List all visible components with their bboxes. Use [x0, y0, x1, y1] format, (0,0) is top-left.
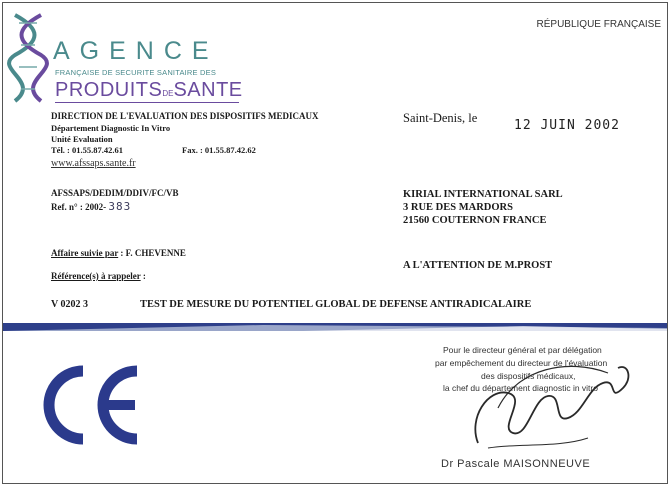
telephone: Tél. : 01.55.87.42.61 — [51, 145, 124, 155]
department: Département Diagnostic In Vitro — [51, 123, 171, 133]
logo-produits: PRODUITS — [55, 79, 163, 101]
affaire-value: : F. CHEVENNE — [120, 248, 186, 258]
document-page — [2, 2, 668, 484]
recipient-city: 21560 COUTERNON FRANCE — [403, 215, 547, 226]
website-link[interactable]: www.afssaps.sante.fr — [51, 158, 136, 169]
reference-rappel — [51, 271, 146, 281]
reference-number-label: Ref. n° : 2002- — [51, 202, 107, 212]
reference-code: AFSSAPS/DEDIM/DDIV/FC/VB — [51, 188, 179, 198]
rappel-label: Référence(s) à rappeler — [51, 271, 141, 281]
rappel-suffix: : — [140, 271, 146, 281]
signer-name — [441, 458, 590, 470]
signature-line-1: Pour le directeur général et par délégation — [443, 345, 602, 355]
reference-number — [51, 200, 131, 213]
subject-code: V 0202 3 — [51, 299, 89, 310]
date-stamp: 12 JUIN 2002 — [514, 118, 620, 133]
recipient-name: KIRIAL INTERNATIONAL SARL — [403, 189, 563, 200]
logo-de: DE — [162, 89, 174, 98]
signature-line-2: par empêchement du directeur de l'évaluation — [435, 358, 608, 368]
unit: Unité Evaluation — [51, 134, 113, 144]
logo-agence: AGENCE — [53, 37, 219, 65]
affaire-suivie — [51, 248, 186, 258]
logo-produits-sante — [55, 79, 243, 102]
divider-band — [3, 323, 668, 331]
handwritten-signature — [458, 348, 638, 458]
logo-sante: SANTE — [173, 79, 243, 101]
recipient-street: 3 RUE DES MARDORS — [403, 202, 513, 213]
recipient-attention: A L'ATTENTION DE M.PROST — [403, 260, 553, 271]
subject-title: TEST DE MESURE DU POTENTIEL GLOBAL DE DEFENSE ANTIRADICALAIRE — [140, 299, 532, 310]
reference-number-handwritten: 383 — [108, 200, 132, 213]
dna-helix-icon — [7, 11, 49, 106]
signer-title: Dr — [441, 458, 454, 470]
ce-mark-icon — [37, 363, 145, 447]
signer-fullname: Pascale MAISONNEUVE — [457, 458, 591, 470]
direction-title: DIRECTION DE L'EVALUATION DES DISPOSITIFS MEDICAUX — [51, 111, 319, 121]
affaire-label: Affaire suivie par — [51, 248, 119, 258]
signature-line-4: la chef du département diagnostic in vitro — [443, 383, 598, 393]
republique-francaise: RÉPUBLIQUE FRANÇAISE — [536, 19, 661, 30]
logo-underline — [55, 102, 239, 103]
logo-subtitle: FRANÇAISE DE SECURITE SANITAIRE DES — [55, 68, 217, 77]
place: Saint-Denis, le — [403, 111, 478, 125]
fax: Fax. : 01.55.87.42.62 — [182, 145, 256, 155]
signature-line-3: des dispositifs médicaux, — [481, 371, 576, 381]
